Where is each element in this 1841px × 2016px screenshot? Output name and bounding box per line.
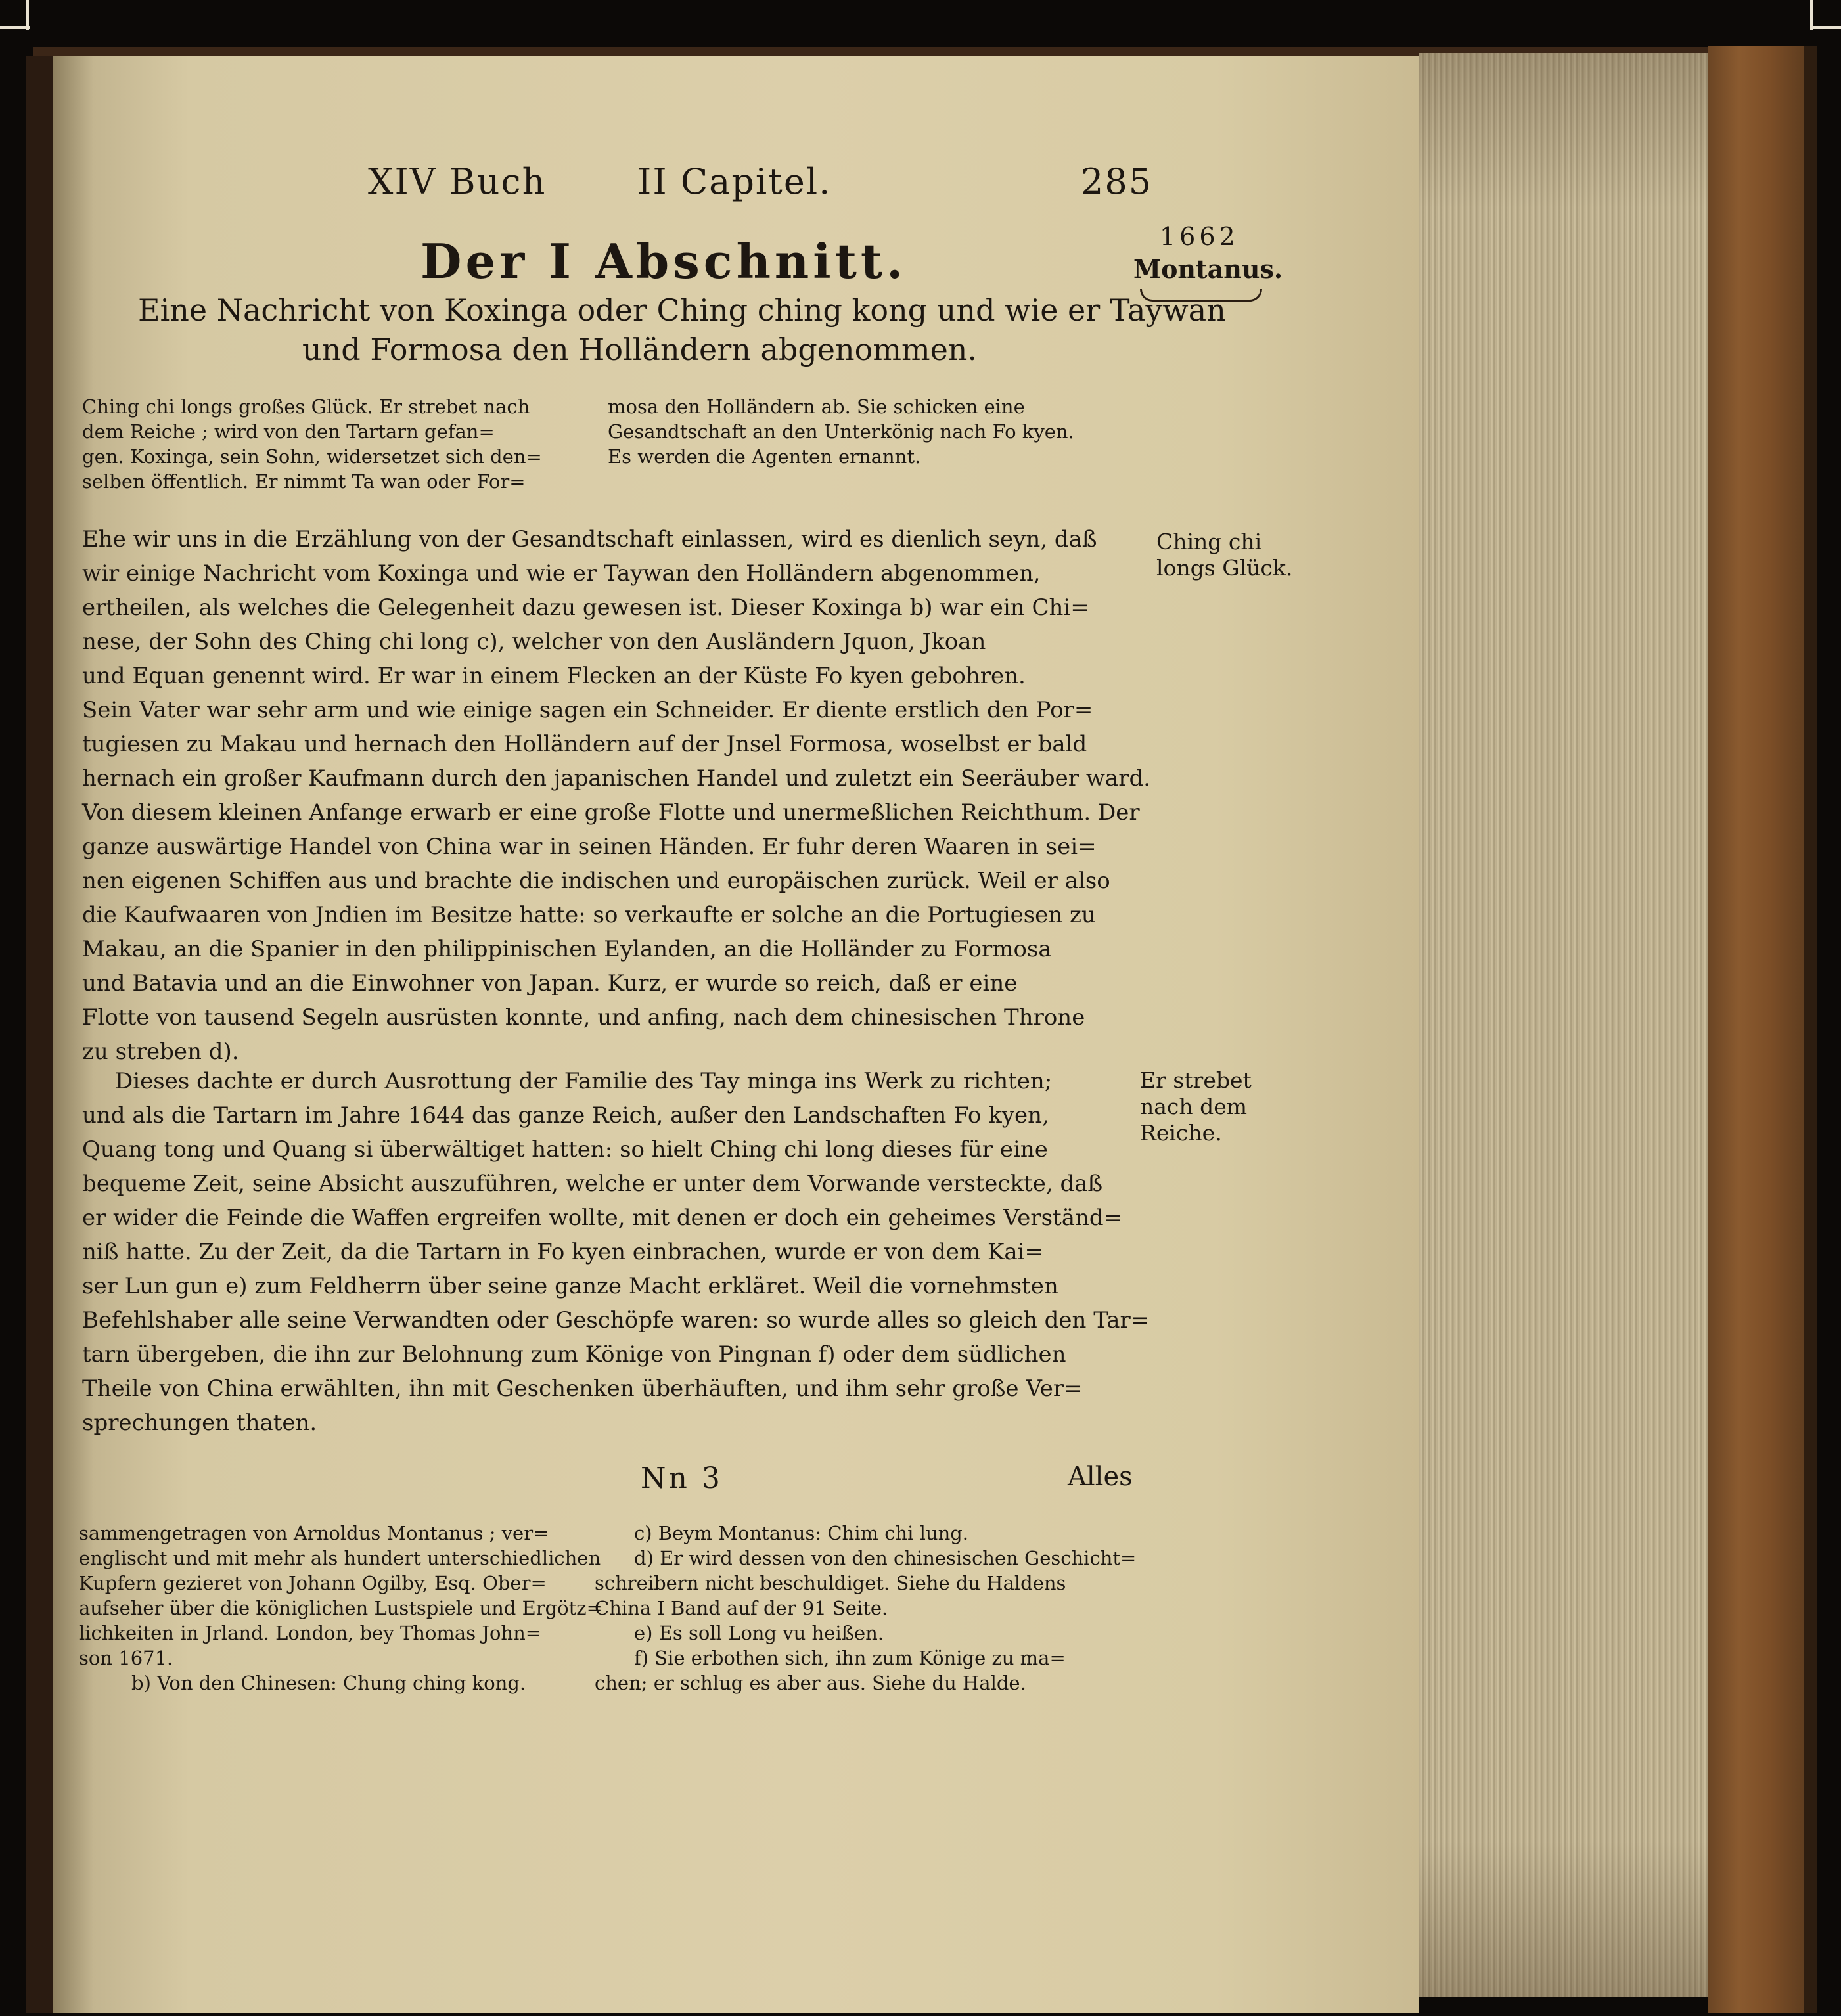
summary-line: dem Reiche ; wird von den Tartarn gefan=: [82, 420, 495, 443]
summary-right: [608, 394, 1074, 469]
body-line: zu streben d).: [82, 1039, 239, 1065]
margin-source: Montanus.: [1133, 254, 1283, 284]
footnote-line: e) Es soll Long vu heißen.: [634, 1622, 884, 1644]
footnote-line: China I Band auf der 91 Seite.: [595, 1597, 888, 1619]
marginal-note-2: [1140, 1067, 1252, 1146]
body-line: Befehlshaber alle seine Verwandten oder Geschöpfe waren: so wurde alles so gleich den Tar=: [82, 1307, 1150, 1333]
crop-mark: [1810, 0, 1813, 30]
footnote-line: b) Von den Chinesen: Chung ching kong.: [131, 1672, 526, 1694]
footnote-line: f) Sie erbothen sich, ihn zum Könige zu ma=: [634, 1647, 1066, 1669]
body-line: hernach ein großer Kaufmann durch den japanischen Handel und zuletzt ein Seeräuber ward.: [82, 765, 1151, 792]
page-number: 285: [1081, 161, 1153, 202]
footnote-line: englischt und mit mehr als hundert unterschiedlichen: [79, 1547, 601, 1569]
body-paragraph-1: [82, 522, 1150, 1069]
body-line: Dieses dachte er durch Ausrottung der Familie des Tay minga ins Werk zu richten;: [115, 1068, 1053, 1094]
crop-mark: [1811, 26, 1841, 29]
footnote-line: Kupfern gezieret von Johann Ogilby, Esq. Ober=: [79, 1572, 547, 1594]
body-line: Makau, an die Spanier in den philippinischen Eylanden, an die Holländer zu Formosa: [82, 936, 1052, 962]
body-line: bequeme Zeit, seine Absicht auszuführen, welche er unter dem Vorwande versteckte, daß: [82, 1171, 1103, 1197]
footnotes-right: [595, 1521, 1136, 1695]
gutter-shadow: [26, 56, 53, 2013]
body-line: ganze auswärtige Handel von China war in seinen Händen. Er fuhr deren Waaren in sei=: [82, 834, 1097, 860]
footnote-line: son 1671.: [79, 1647, 173, 1669]
marginal-note-1: [1156, 529, 1292, 581]
binding-edge: [1804, 46, 1817, 2013]
footnotes-left: [79, 1521, 602, 1695]
footnote-line: c) Beym Montanus: Chim chi lung.: [634, 1522, 969, 1544]
body-line: die Kaufwaaren von Jndien im Besitze hatte: so verkaufte er solche an die Portugiesen zu: [82, 902, 1096, 928]
marginal-line: Reiche.: [1140, 1120, 1222, 1146]
marginal-line: Er strebet: [1140, 1067, 1252, 1093]
body-line: Theile von China erwählten, ihn mit Geschenken überhäuften, und ihm sehr große Ver=: [82, 1376, 1083, 1402]
body-line: tarn übergeben, die ihn zur Belohnung zum Könige von Pingnan f) oder dem südlichen: [82, 1341, 1066, 1368]
marginal-line: Ching chi: [1156, 529, 1262, 554]
footnote-line: schreibern nicht beschuldiget. Siehe du Haldens: [595, 1572, 1066, 1594]
running-head-book: XIV Buch: [368, 161, 547, 202]
body-line: nese, der Sohn des Ching chi long c), welcher von den Ausländern Jquon, Jkoan: [82, 629, 986, 655]
body-line: tugiesen zu Makau und hernach den Holländern auf der Jnsel Formosa, woselbst er bald: [82, 731, 1087, 757]
body-line: nen eigenen Schiffen aus und brachte die indischen und europäischen zurück. Weil er also: [82, 868, 1110, 894]
body-line: und als die Tartarn im Jahre 1644 das ganze Reich, außer den Landschaften Fo kyen,: [82, 1102, 1049, 1129]
body-line: Flotte von tausend Segeln ausrüsten konnte, und anfing, nach dem chinesischen Throne: [82, 1004, 1085, 1031]
body-line: Von diesem kleinen Anfange erwarb er eine große Flotte und unermeßlichen Reichthum. Der: [82, 799, 1140, 826]
leather-binding: [1708, 46, 1810, 2013]
body-line: ertheilen, als welches die Gelegenheit dazu gewesen ist. Dieser Koxinga b) war ein Chi=: [82, 594, 1089, 621]
margin-year: 1662: [1160, 222, 1239, 251]
page-edges: [1419, 53, 1708, 1997]
summary-line: gen. Koxinga, sein Sohn, widersetzet sich den=: [82, 445, 542, 468]
summary-line: Gesandtschaft an den Unterkönig nach Fo kyen.: [608, 420, 1074, 443]
summary-line: Ching chi longs großes Glück. Er strebet nach: [82, 395, 530, 418]
body-line: ser Lun gun e) zum Feldherrn über seine ganze Macht erkläret. Weil die vornehmsten: [82, 1273, 1058, 1299]
body-line: Ehe wir uns in die Erzählung von der Gesandtschaft einlassen, wird es dienlich seyn, daß: [82, 526, 1097, 552]
footnote-line: aufseher über die königlichen Lustspiele und Ergötz=: [79, 1597, 602, 1619]
body-paragraph-2: [82, 1064, 1149, 1440]
body-line: wir einige Nachricht vom Koxinga und wie er Taywan den Holländern abgenommen,: [82, 560, 1041, 587]
summary-left: [82, 394, 542, 494]
body-line: und Equan genennt wird. Er war in einem Flecken an der Küste Fo kyen gebohren.: [82, 663, 1026, 689]
body-line: niß hatte. Zu der Zeit, da die Tartarn in Fo kyen einbrachen, wurde er von dem Kai=: [82, 1239, 1044, 1265]
body-line: und Batavia und an die Einwohner von Japan. Kurz, er wurde so reich, daß er eine: [82, 970, 1018, 997]
section-subtitle-line: Eine Nachricht von Koxinga oder Ching ching kong und wie er Taywan: [138, 292, 1226, 328]
summary-line: selben öffentlich. Er nimmt Ta wan oder For=: [82, 470, 526, 493]
body-line: Quang tong und Quang si überwältiget hatten: so hielt Ching chi long dieses für eine: [82, 1136, 1048, 1163]
marginal-line: nach dem: [1140, 1094, 1248, 1119]
body-line: Sein Vater war sehr arm und wie einige sagen ein Schneider. Er diente erstlich den Por=: [82, 697, 1093, 723]
crop-mark: [26, 0, 29, 30]
section-title: Der I Abschnitt.: [420, 233, 907, 289]
section-subtitle-line: und Formosa den Holländern abgenommen.: [302, 332, 978, 367]
footnote-line: chen; er schlug es aber aus. Siehe du Halde.: [595, 1672, 1026, 1694]
summary-line: mosa den Holländern ab. Sie schicken eine: [608, 395, 1025, 418]
body-line: er wider die Feinde die Waffen ergreifen wollte, mit denen er doch ein geheimes Verständ=: [82, 1205, 1123, 1231]
summary-line: Es werden die Agenten ernannt.: [608, 445, 921, 468]
crop-mark: [0, 26, 30, 29]
footnote-line: lichkeiten in Jrland. London, bey Thomas John=: [79, 1622, 542, 1644]
running-head-chapter: II Capitel.: [637, 161, 832, 202]
signature-mark: Nn 3: [641, 1462, 723, 1495]
footnote-line: d) Er wird dessen von den chinesischen Geschicht=: [634, 1547, 1137, 1569]
marginal-line: longs Glück.: [1156, 555, 1293, 581]
catchword: Alles: [1068, 1462, 1133, 1492]
footnote-line: sammengetragen von Arnoldus Montanus ; ver=: [79, 1522, 549, 1544]
body-line: sprechungen thaten.: [82, 1410, 317, 1436]
